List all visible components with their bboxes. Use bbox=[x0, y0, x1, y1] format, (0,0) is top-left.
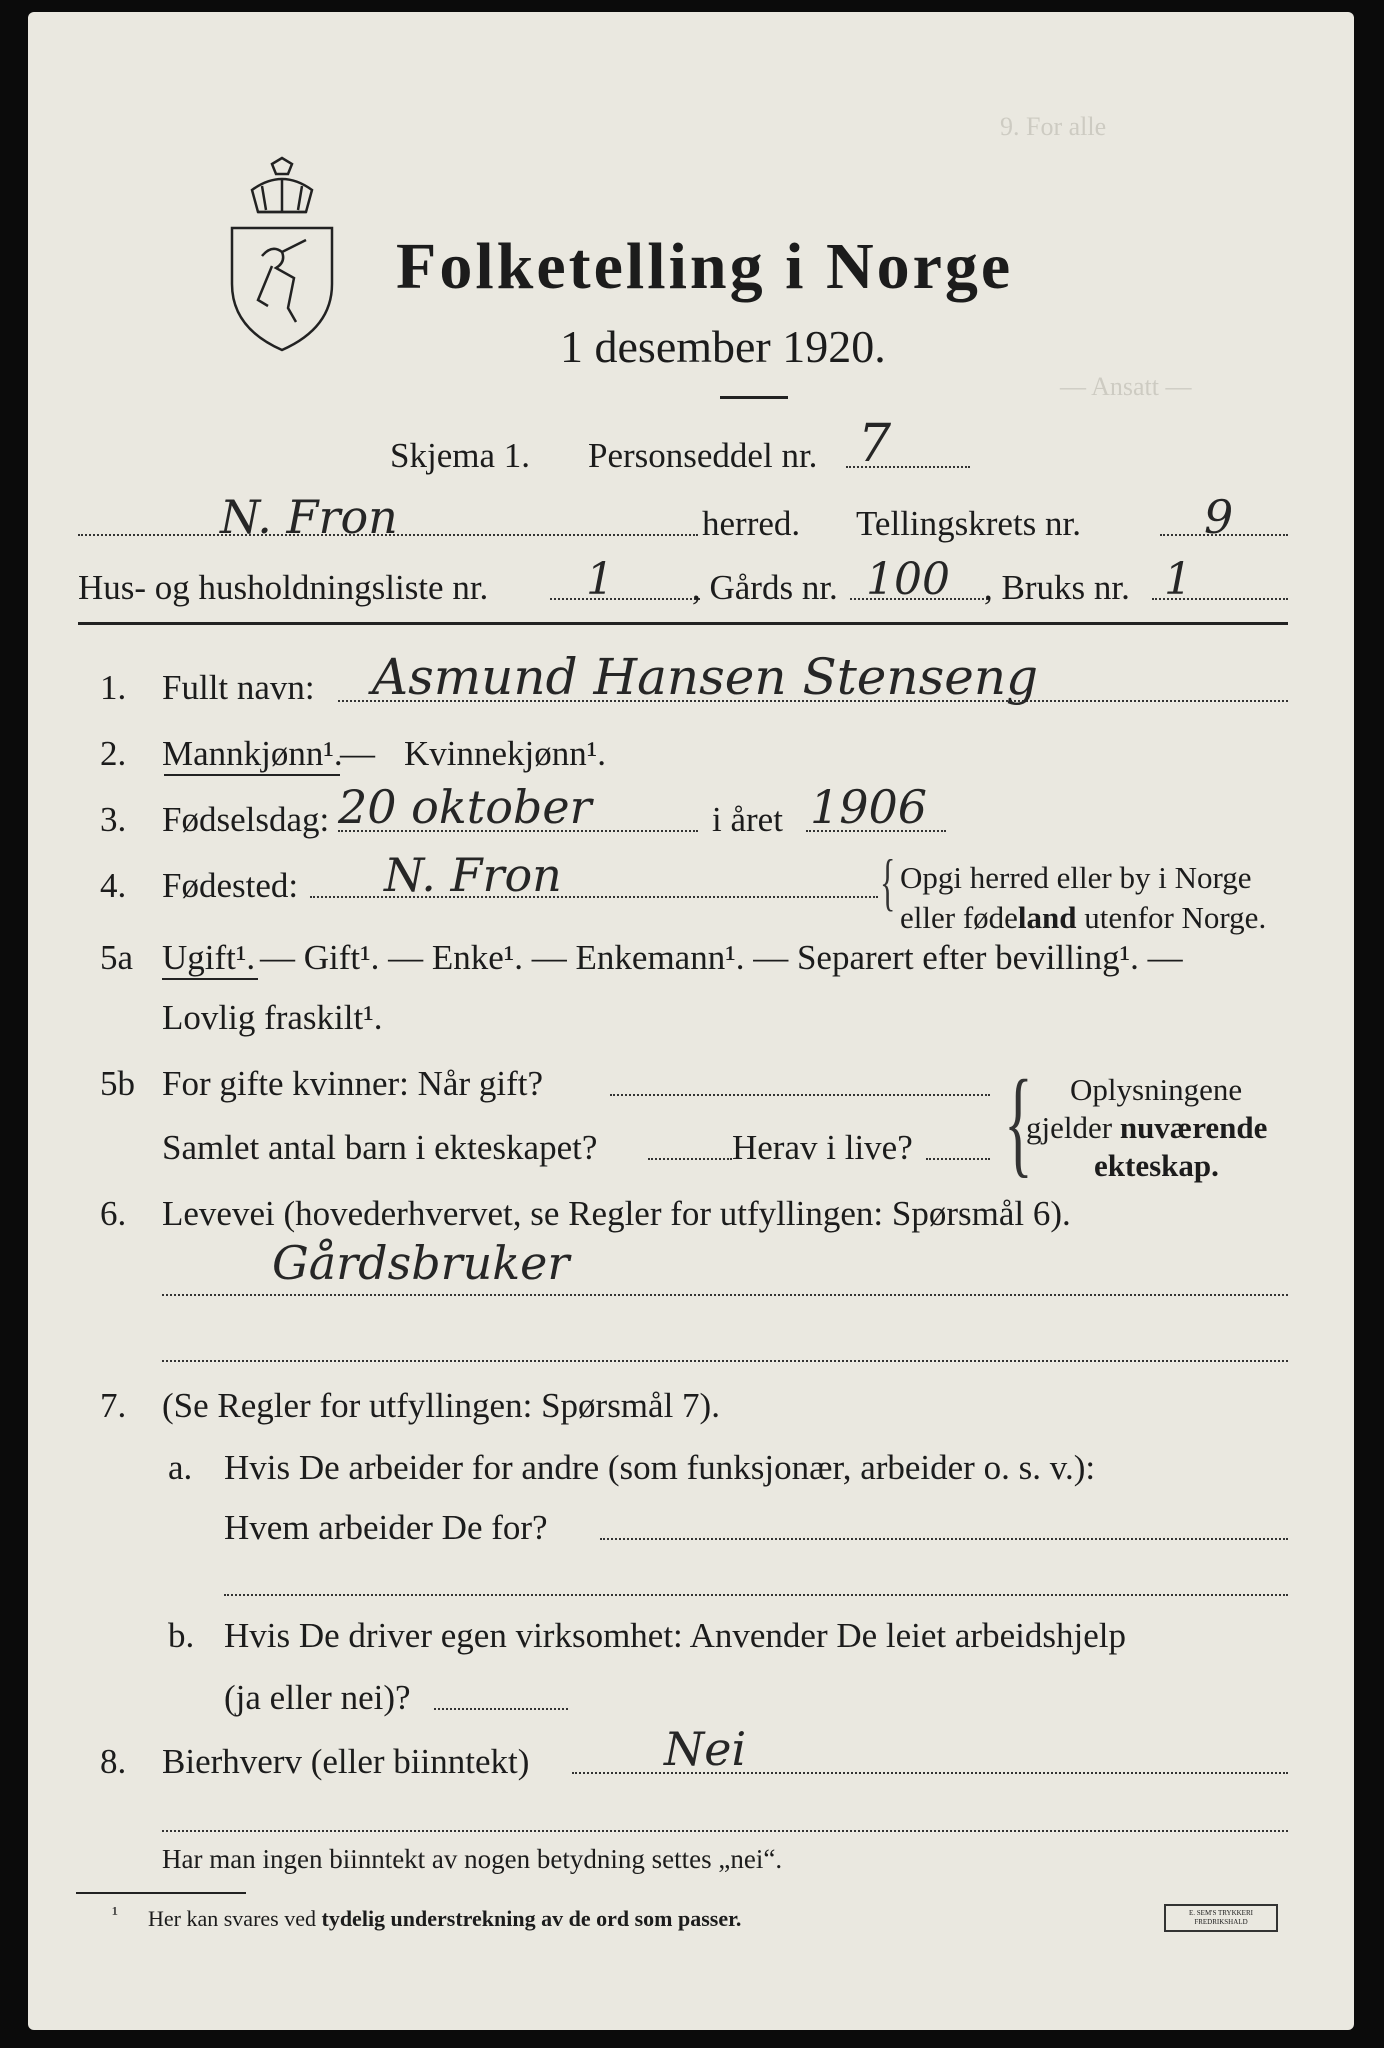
q4-note-line2: eller fødeland utenfor Norge. bbox=[900, 900, 1267, 935]
q3-year-value: 1906 bbox=[810, 780, 928, 834]
q8-number: 8. bbox=[100, 1742, 127, 1781]
bleed-through-text: 9. For alle bbox=[1000, 112, 1107, 141]
husliste-label: Hus- og husholdningsliste nr. bbox=[78, 568, 489, 607]
q3-number: 3. bbox=[100, 800, 127, 839]
bruks-label: , Bruks nr. bbox=[984, 568, 1130, 607]
q5b-alive-line bbox=[926, 1158, 990, 1160]
personseddel-value: 7 bbox=[858, 414, 892, 474]
tellingskrets-value: 9 bbox=[1204, 490, 1234, 544]
q5b-number: 5b bbox=[100, 1064, 135, 1103]
q5a-number: 5a bbox=[100, 938, 134, 977]
bruks-value: 1 bbox=[1164, 554, 1192, 605]
q5a-lovlig-fraskilt: Lovlig fraskilt¹. bbox=[162, 998, 383, 1037]
q7a-letter: a. bbox=[168, 1448, 193, 1487]
husliste-line bbox=[550, 598, 700, 600]
q5b-children-line bbox=[648, 1158, 732, 1160]
bleed-through-text: — Ansatt — bbox=[1060, 372, 1192, 401]
norwegian-coat-of-arms-emblem bbox=[222, 156, 342, 356]
q6-occupation-value: Gårdsbruker bbox=[272, 1236, 570, 1290]
q4-note-line1: Opgi herred eller by i Norge bbox=[900, 860, 1252, 895]
q2-separator: — bbox=[340, 734, 375, 773]
title-divider bbox=[720, 396, 788, 399]
q1-number: 1. bbox=[100, 668, 127, 707]
q4-note-brace: { bbox=[880, 846, 896, 917]
q2-number: 2. bbox=[100, 734, 127, 773]
q2-female-option: Kvinnekjønn¹. bbox=[404, 734, 607, 773]
q5b-note-line3: ekteskap. bbox=[1094, 1148, 1219, 1183]
husliste-value: 1 bbox=[586, 554, 614, 605]
q6-number: 6. bbox=[100, 1194, 127, 1233]
printer-stamp-line2: FREDRIKSHALD bbox=[1194, 1918, 1248, 1926]
q5b-note-brace: { bbox=[1004, 1055, 1033, 1188]
q5a-ugift-option: Ugift¹. bbox=[162, 938, 256, 977]
q7b-line1: Hvis De driver egen virksomhet: Anvender De leiet arbeidshjelp bbox=[224, 1616, 1126, 1655]
q4-number: 4. bbox=[100, 866, 127, 905]
schema-label: Skjema 1. bbox=[390, 436, 530, 475]
q7b-line2: (ja eller nei)? bbox=[224, 1678, 411, 1717]
q1-label: Fullt navn: bbox=[162, 668, 315, 707]
q7-number: 7. bbox=[100, 1386, 127, 1425]
q8-note: Har man ingen biinntekt av nogen betydning settes „nei“. bbox=[162, 1844, 783, 1874]
q6-answer-line-2 bbox=[162, 1360, 1288, 1362]
q2-male-underline bbox=[164, 774, 340, 776]
q3-year-label: i året bbox=[712, 800, 783, 839]
q5b-note-line1: Oplysningene bbox=[1070, 1072, 1243, 1107]
q4-birthplace-value: N. Fron bbox=[384, 848, 562, 902]
q5b-alive-label: Herav i live? bbox=[732, 1128, 913, 1167]
q4-label: Fødested: bbox=[162, 866, 299, 905]
herred-label: herred. bbox=[702, 504, 801, 543]
tellingskrets-label: Tellingskrets nr. bbox=[856, 504, 1082, 543]
q1-full-name-value: Asmund Hansen Stenseng bbox=[372, 648, 1039, 706]
q3-label: Fødselsdag: bbox=[162, 800, 330, 839]
q6-label: Levevei (hovederhvervet, se Regler for utfyllingen: Spørsmål 6). bbox=[162, 1194, 1071, 1233]
q7b-letter: b. bbox=[168, 1616, 195, 1655]
q2-male-option: Mannkjønn¹. bbox=[162, 734, 343, 773]
q7a-answer-line bbox=[600, 1538, 1288, 1540]
q8-label: Bierhverv (eller biinntekt) bbox=[162, 1742, 530, 1781]
header-rule bbox=[78, 622, 1288, 625]
q7b-answer-line bbox=[434, 1708, 568, 1710]
gards-value: 100 bbox=[866, 554, 950, 605]
census-date: 1 desember 1920. bbox=[560, 321, 886, 372]
q5a-ugift-underline bbox=[162, 978, 258, 980]
footnote-text: Her kan svares ved tydelig understrekning av de ord som passer. bbox=[148, 1906, 742, 1931]
personseddel-label: Personseddel nr. bbox=[588, 436, 818, 475]
q8-value: Nei bbox=[664, 1722, 747, 1776]
gards-label: , Gårds nr. bbox=[692, 568, 838, 607]
q5b-line1: For gifte kvinner: Når gift? bbox=[162, 1064, 544, 1103]
q5b-children-label: Samlet antal barn i ekteskapet? bbox=[162, 1128, 598, 1167]
footnote-mark: ¹ bbox=[112, 1903, 118, 1925]
q5b-note-line2: gjelder nuværende bbox=[1026, 1110, 1268, 1145]
footnote-rule bbox=[76, 1892, 246, 1894]
herred-value: N. Fron bbox=[220, 490, 398, 544]
q7a-line2: Hvem arbeider De for? bbox=[224, 1508, 548, 1547]
q8-answer-line-2 bbox=[162, 1830, 1288, 1832]
form-title: Folketelling i Norge bbox=[396, 230, 1014, 303]
q5a-other-options: — Gift¹. — Enke¹. — Enkemann¹. — Separert efter bevilling¹. — bbox=[260, 938, 1183, 977]
q7a-line1: Hvis De arbeider for andre (som funksjonær, arbeider o. s. v.): bbox=[224, 1448, 1096, 1487]
q6-answer-line bbox=[162, 1294, 1288, 1296]
q7a-answer-line-2 bbox=[224, 1594, 1288, 1596]
q5b-married-line bbox=[610, 1094, 990, 1096]
q3-birthday-value: 20 oktober bbox=[338, 780, 592, 834]
printer-stamp-line1: E. SEM'S TRYKKERI bbox=[1189, 1909, 1253, 1917]
q7-label: (Se Regler for utfyllingen: Spørsmål 7). bbox=[162, 1386, 720, 1425]
printer-stamp bbox=[1164, 1904, 1278, 1932]
